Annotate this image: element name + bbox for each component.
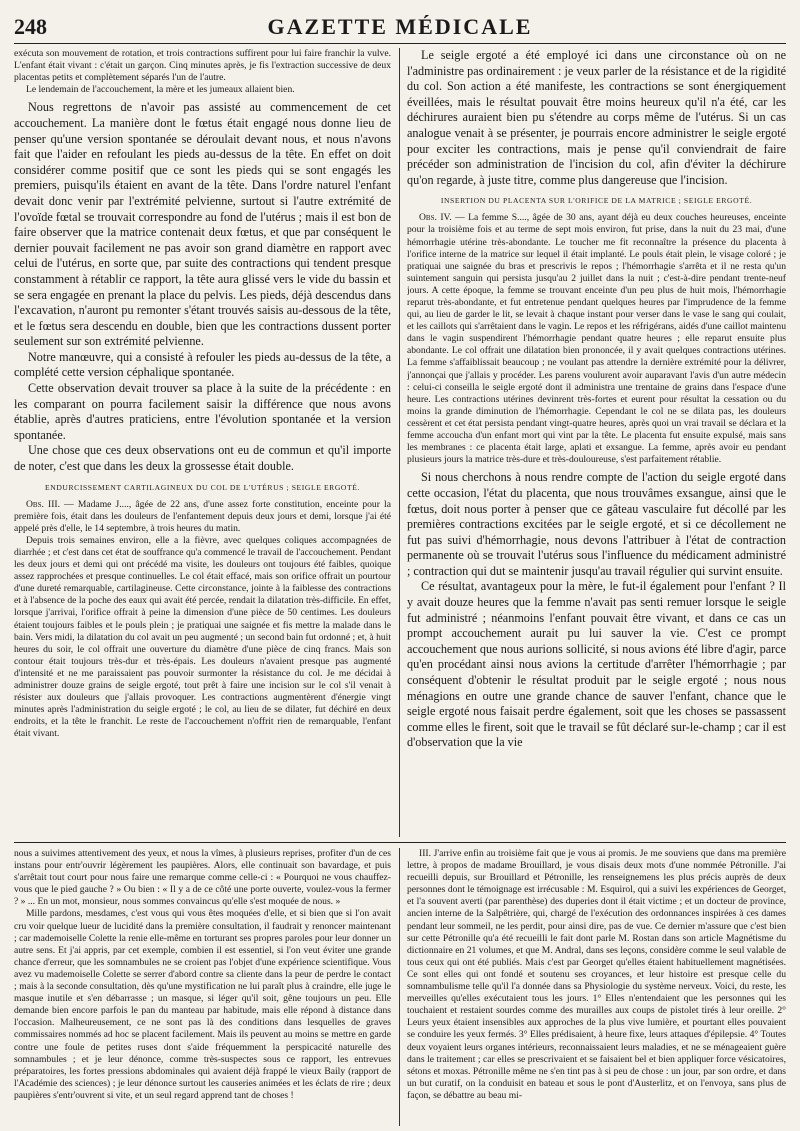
feuilleton-left xyxy=(14,848,391,1126)
paragraph: Notre manœuvre, qui a consisté à refouler les pieds au-dessus de la tête, a complété cette version céphalique spontanée. xyxy=(14,349,391,380)
journal-title: GAZETTE MÉDICALE xyxy=(267,14,533,39)
paragraph: exécuta son mouvement de rotation, et trois contractions suffirent pour lui faire franchir la vulve. L'enfant était vivant : c'était un garçon. Cinq minutes après, je fis l'extraction successive de deux placentas petits et complètement séparés l'un de l'autre. xyxy=(14,48,391,84)
paragraph: Cette observation devait trouver sa place à la suite de la précédente : en les comparant on pourra facilement saisir la différence que nous avons établie, après d'autres praticiens, entre l'évolution spontanée et la version spontanée. xyxy=(14,381,391,442)
observation-paragraph xyxy=(407,212,786,466)
observation-text: — Madame J...., âgée de 22 ans, d'une assez forte constitution, enceinte pour la première fois, était dans les douleurs de l'enfantement depuis deux jours et demi, lorsque j'ai été appelé près d'elle, le 14 septembre, à trois heures du matin. xyxy=(14,498,391,534)
observation-text: — La femme S...., âgée de 30 ans, ayant déjà eu deux couches heureuses, enceinte pour la troisième fois et au terme de sept mois environ, fut prise, dans la nuit du 23 mai, d'une hémorrhagie utérine très-abondante. Le toucher me fit reconnaître la présence du placenta à l'orifice interne de la matrice sur lequel il était implanté. Le pouls était plein, le visage coloré ; je pratiquai une saignée du bras et prescrivis le repos ; l'hémorrhagie s'arrêta et il ne resta qu'un suintement sanguin qui persista jusqu'au 2 juillet dans la nuit ; c'est-à-dire pendant trente-neuf jours. A cette époque, la femme se trouvant enceinte d'un peu plus de huit mois, l'hémorrhagie reparut très-abondante, et fut entretenue pendant quelques heures par l'imprudence de la femme qui, au lieu de garder le lit, se levait à chaque instant pour verser dans le vase le sang qui coulait, et les caillots qui s'arrêtaient dans le vagin. Le repos et les réfrigérans, aidés d'une caillot maintenu dans le vagin suspendirent l'hémorrhagie pendant quatre heures ; elle reparut ensuite plus abondante. Le col offrait une dilatation bien prononcée, il y avait quelques contractions utérines. La femme s'affaiblissait beaucoup ; ne voulant pas attendre la dernière extrémité pour la délivrer, j'annonçai que j'allais y procéder. Les parens voulurent avoir auparavant l'avis d'un autre médecin : celui-ci conseilla le seigle ergoté dont il administra une trentaine de grains dans l'espace d'une heure. Les contractions utérines devinrent très-fortes et eurent pour résultat la cessation ou du moins la grande diminution de l'hémorrhagie. Cependant le col ne se dilata pas, les douleurs cessèrent et cet état persista pendant vingt-quatre heures, après quoi un vrai travail se déclara et la femme accoucha d'un enfant mort qui vint par la tête. Le placenta fut ensuite expulsé, mais sans les membranes : ce placenta était large, aplati et exsangue. La femme, après avoir eu pendant plusieurs jours la matrice très-dure et très-douloureuse, s'est parfaitement rétablie. xyxy=(407,212,786,466)
observation-paragraph xyxy=(14,499,391,535)
paragraph: III. J'arrive enfin au troisième fait que je vous ai promis. Je me souviens que dans ma première lettre, à propos de madame Brouillard, je vous disais deux mots d'une nommée Pétronille. J'ai recueilli depuis, sur Brouillard et Pétronille, les renseignemens les plus précis auprès de deux personnes dont le témoignage est irrécusable : M. Esquirol, qui a suivi les expériences de Georget, et l'a souvent averti (par parenthèse) des duperies dont il était victime ; et un docteur de province, ancien interne de la Salpêtrière, qui, chargé de l'exécution des ordonnances inspirées à ces dames pendant leur sommeil, ne les perdit, pour ainsi dire, pas de vue. Ce dernier m'assure que c'est bien sur cette Pétronille qu'a été recueilli le fait dont parle M. Rostan dans son article Magnétisme du dictionnaire en 21 volumes, et que M. Andral, dans ses leçons, considère comme le seul valable de tous ceux qui ont été publiés. Mais c'est par Georget qu'elles étaient habituellement magnétisées. Ce sont elles qui ont fondé et soutenu ses croyances, et leur histoire est presque celle du somnambulisme telle qu'il l'a donnée dans sa Physiologie du système nerveux. Voici, du reste, les merveilles qu'elles exécutaient tous les jours. 1° Elles n'entendaient que les personnes qui les touchaient et restaient sourdes comme des murailles aux coups de pistolet tirés à leur oreille. 2° Leurs yeux étaient insensibles aux approches de la plus vive lumière, et pourtant elles pouvaient se conduire les yeux fermés. 3° Elles prédisaient, à heure fixe, leurs attaques d'épilepsie. 4° Toutes deux voyaient leurs organes intérieurs, reconnaissaient leurs maladies, et ne se ménageaient guère dans le traitement ; car elles se prescrivaient et se faisaient bel et bien appliquer force vésicatoires, sétons et moxas. Pétronille même ne s'en tint pas à si peu de chose : un jour, par son ordre, et dans un but curatif, on la conduisit en bateau et sous le pont d'Austerlitz, et on l'envoya, sans plus de façon, se débattre au beau mi- xyxy=(407,848,786,1101)
paragraph: Ce résultat, avantageux pour la mère, le fut-il également pour l'enfant ? Il y avait douze heures que la femme n'avait pas senti remuer lorsque le seigle fut administré ; néanmoins l'enfant pouvait être vivant, et dans ce cas un prompt accouchement aurait pu lui sauver la vie. C'est ce prompt accouchement que nous aurions sollicité, si nous avions été libre d'agir, parce qu'en procédant ainsi nous avions la certitude d'arrêter l'hémorrhagie ; par conséquent d'obtenir le résultat produit par le seigle ergoté ; nous nous ménagions en outre une grande chance de sauver l'enfant, chance que le seigle ergoté nous faisait perdre également, soit que les choses se passassent comme elles le firent, soit que le travail se fût déclaré sur-le-champ ; car il est d'observation que la vie xyxy=(407,579,786,750)
paragraph: Depuis trois semaines environ, elle a la fièvre, avec quelques coliques accompagnées de diarrhée ; et c'est dans cet état de souffrance qu'a commencé le travail de l'accouchement. Pendant les deux jours et demi qui ont précédé ma visite, les douleurs ont toujours été faibles, quoique assez rapprochées et presque continuelles. Le col était effacé, mais son orifice offrait un pourtour d'une dureté remarquable, cartilagineuse. Cette circonstance, jointe à la faiblesse des contractions et à l'absence de la poche des eaux qui avait été percée, rendait la dilatation très-difficile. En effet, lorsque j'arrivai, l'orifice offrait à peine la dimension d'une pièce de 50 centimes. Les douleurs étaient toujours faibles et le pouls plein ; je pratiquai une saignée et fis mettre la malade dans le bain. Vers midi, la dilatation du col avait un peu augmenté ; un second bain fut ordonné ; et, à huit heures du soir, le col offrait une ouverture du diamètre d'une pièce de cinq francs. Mais son contour était toujours très-dur et très-épais. Les douleurs n'avaient presque pas augmenté d'intensité et ne me paraissaient pas pouvoir surmonter la résistance du col. Je me décidai à administrer douze grains de seigle ergoté, tout prêt à faire une incision sur le col s'il venait à résister aux douleurs que j'allais provoquer. Les contractions augmentèrent d'énergie vingt minutes après l'administration du seigle ergoté ; le col, au lieu de se dilater, fut déchiré en deux endroits, et la tête le franchit. Le reste de l'accouchement n'offrit rien de remarquable, l'enfant était vivant. xyxy=(14,534,391,740)
paragraph: Si nous cherchons à nous rendre compte de l'action du seigle ergoté dans cette occasion, l'état du placenta, que nous trouvâmes exsangue, ainsi que le fœtus, doit nous porter à penser que ce gâteau vasculaire fut décollé par les premières contractions excitées par le seigle ergoté, et si ce décollement ne fut pas suivi d'hémorrhagie, nous devons l'attribuer à l'état de contraction permanente où se trouvait l'utérus sous l'influence du médicament administré ; contraction qui dut se maintenir jusqu'au travail régulier qui survint ensuite. xyxy=(407,470,786,578)
header-rule xyxy=(14,43,786,44)
column-separator xyxy=(399,48,400,837)
feuilleton-separator xyxy=(399,848,400,1126)
column-right xyxy=(407,48,786,837)
paragraph: Mille pardons, mesdames, c'est vous qui vous êtes moquées d'elle, et si bien que si l'on avait cru voir quelque lueur de lucidité dans la première consultation, il faudrait y renoncer maintenant ; car mademoiselle Colette la renie elle-même en torturant ses propres paroles pour leur donner un autre sens. Et j'ai appris, par cet exemple, combien il est essentiel, si l'on veut éviter une grande chance d'erreur, que les somnambules ne se croient pas l'objet d'une expérience scientifique. Vous avez vu mademoiselle Colette se serrer d'abord contre sa cliente dans la peur de perdre le contact ; mais à la seconde consultation, dès qu'une mystification ne lui paraît plus à craindre, elle juge le masque inutile et s'en débarrasse ; un masque, si léger qu'il soit, gêne toujours un peu. Elle demande bien encore parfois le pan du manteau par habitude, mais elle répond à distance dans l'occasion. Malheureusement, ce ne sont pas là des conditions dans lesquelles de graves commissaires nommés ad hoc se placent facilement. Mais ils peuvent au moins se mettre en garde contre une foule de petites ruses dont s'aide fréquemment la perspicacité naturelle des somnambules ; et je leur dénonce, comme très-suspectes sous ce rapport, les entrevues préparatoires, les fortes pressions abdominales qui avaient déjà frappé le vieux Baily (rapport de l'Académie des sciences) ; je leur dénonce surtout les causeries animées et les éclats de rire ; deux paupières s'entr'ouvrent si vite, et un seul regard apprend tant de choses ! xyxy=(14,908,391,1101)
page-number: 248 xyxy=(14,14,47,39)
observation-label: Obs. III. xyxy=(26,498,60,510)
observation-label: Obs. IV. xyxy=(419,212,452,224)
feuilleton-rule xyxy=(14,842,786,843)
section-heading: ENDURCISSEMENT CARTILAGINEUX DU COL DE L'UTÉRUS ; SEIGLE ERGOTÉ. xyxy=(45,482,360,492)
section-heading: INSERTION DU PLACENTA SUR L'ORIFICE DE LA MATRICE ; SEIGLE ERGOTÉ. xyxy=(440,196,753,206)
feuilleton-right xyxy=(407,848,786,1126)
paragraph: Le seigle ergoté a été employé ici dans une circonstance où on ne l'administre pas ordinairement : je veux parler de la résistance et de la rigidité du col. Son action a été manifeste, les contractions se sont énergiquement éveillées, mais le résultat pouvait être moins heureux qu'il n'a été, car les déchirures auraient bien pu s'étendre au corps même de l'utérus. Si un cas analogue venait à se présenter, je pourrais encore administrer le seigle ergoté pour exciter les contractions, mais je pense qu'il conviendrait de faire précéder son administration de l'incision du col, afin d'éviter la déchirure qu'on regarde, à juste titre, comme plus dangereuse que l'incision. xyxy=(407,48,786,187)
paragraph: Le lendemain de l'accouchement, la mère et les jumeaux allaient bien. xyxy=(26,84,295,96)
paragraph: Nous regrettons de n'avoir pas assisté au commencement de cet accouchement. La manière dont le fœtus était engagé nous donne lieu de penser qu'une version spontanée se déroulait devant nous, et nous n'avons fait que l'aider en refoulant les pieds au-dessus de la tête. En effet on doit considérer comme positif que ce sont les pieds qui se sont engagés les premiers, puisqu'ils étaient en avant de la tête. Dans l'ordre naturel l'enfant devait donc venir par l'extrémité pelvienne, surtout si l'autre extrémité de l'ovoïde fœtal se trouvait correspondre au fond de l'utérus ; mais il est bon de faire observer que la matrice contenait deux fœtus, et que par conséquent le dernier pouvait facilement ne pas avoir son grand diamètre en rapport avec celui de l'utérus, en sorte que, par suite des contractions qui tendent presque constamment à rétablir ce rapport, la tête aura glissé vers le vide du bassin et se sera engagée en prenant la place du pelvis. Les pieds, déjà descendus dans l'excavation, n'auront pu remonter s'étant trouvés saisis au-dessous de la tête, et le fœtus sera descendu en double, bien que les contractions dussent porter seulement sur son extrémité pelvienne. xyxy=(14,100,391,349)
column-left xyxy=(14,48,391,837)
paragraph: nous a suivimes attentivement des yeux, et nous la vîmes, à plusieurs reprises, profiter d'un de ces instans pour entr'ouvrir légèrement les paupières. Alors, elle continuait son bavardage, et puis s'arrêtait tout court pour nous faire une remarque comme celle-ci : « Pourquoi ne vous chauffez-vous que le pied gauche ? » Ou bien : « Il y a de ce côté une porte ouverte, voulez-vous la fermer ? » ... En un mot, monsieur, nous sommes convaincus qu'elle s'est moquée de nous. » xyxy=(14,848,391,908)
paragraph: Une chose que ces deux observations ont eu de commun et qu'il importe de noter, c'est que dans les deux la grossesse était double. xyxy=(14,443,391,474)
page-header xyxy=(14,14,786,40)
